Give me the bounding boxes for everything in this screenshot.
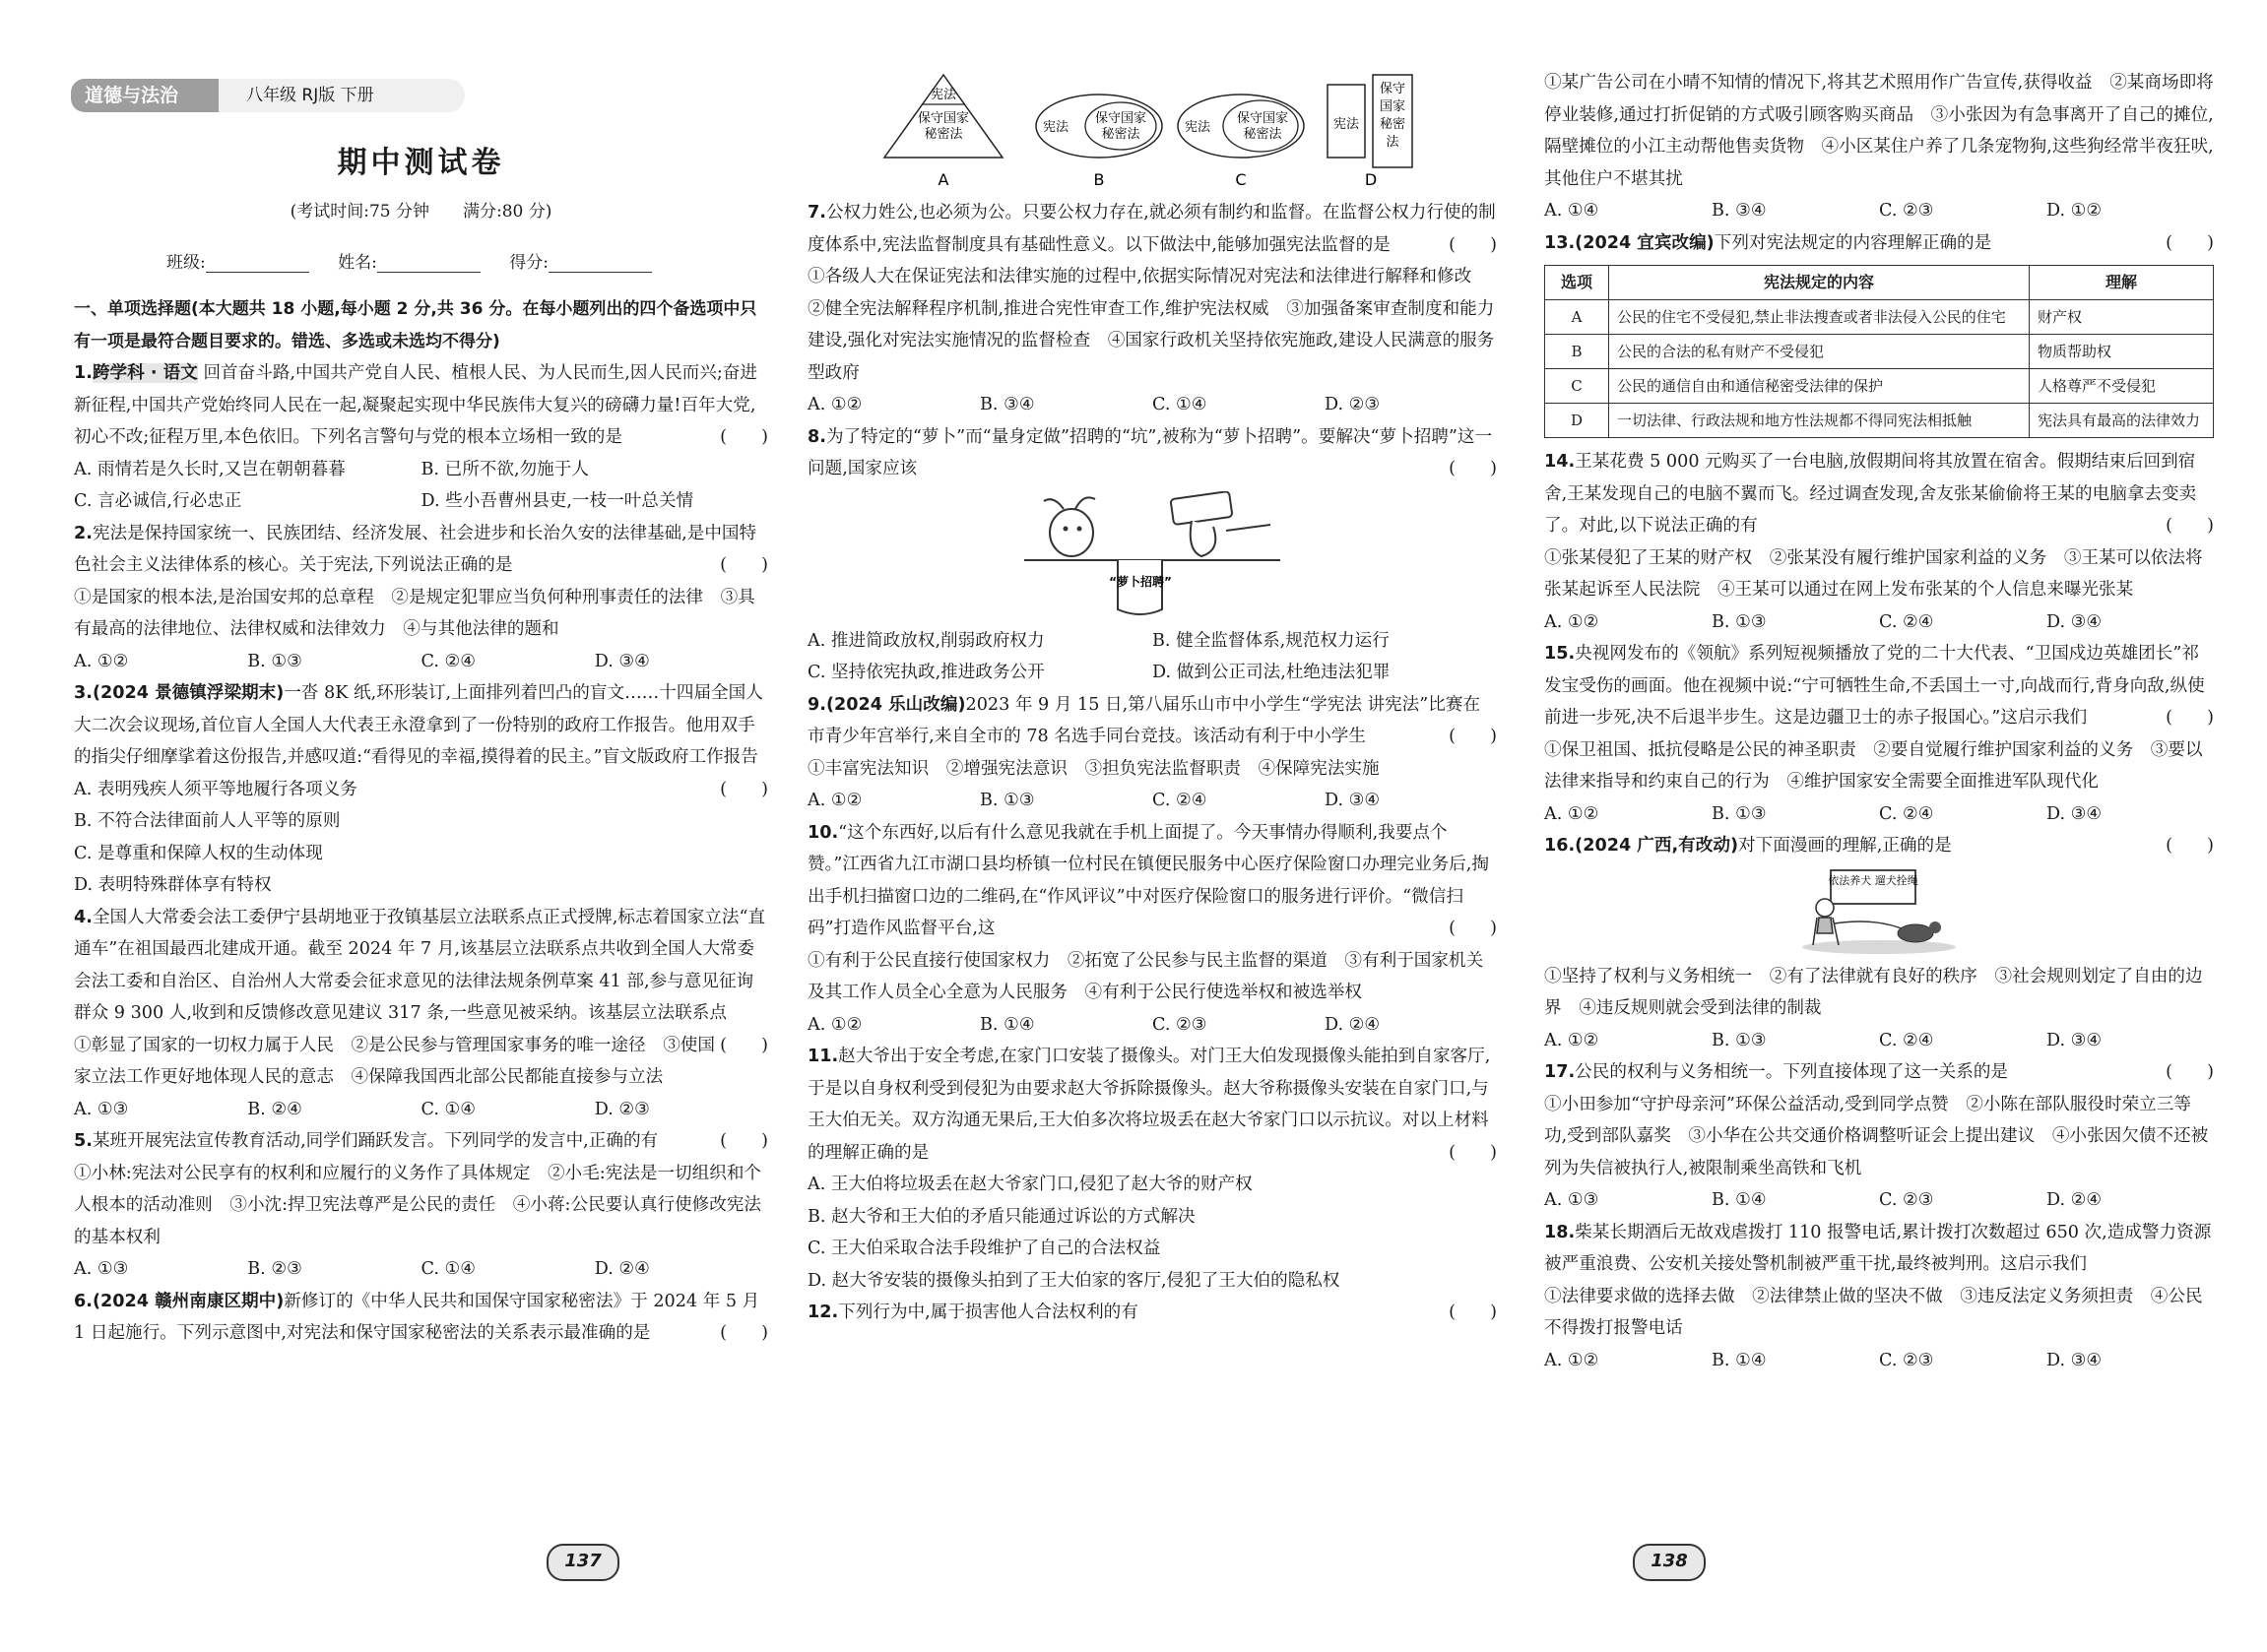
option-d[interactable]: D. ③④ bbox=[1325, 791, 1381, 810]
question-text: 全国人大常委会法工委伊宁县胡地亚于孜镇基层立法联系点正式授牌,标志着国家立法“直通车”在祖国最西北建成开通。截至 2024 年 7 月,该基层立法联系点共收到全国人大常委会法工委和自治区、自治州人大常委会征求意见的法律法规条例草案 41 部,参与意见征询群众 9 300 人,收到和反馈修改意见建议 317 条,一些意见被采纳。该基层立法联系点 bbox=[74, 907, 766, 1023]
option-a[interactable]: A. ①② bbox=[808, 791, 863, 810]
svg-text:国家: 国家 bbox=[1379, 99, 1406, 114]
option-a[interactable]: A. 表明残疾人须平等地履行各项义务 bbox=[74, 779, 357, 799]
question-number: 15. bbox=[1544, 644, 1576, 664]
subject-label: 道德与法治 bbox=[71, 79, 219, 112]
option-a[interactable]: A. ①② bbox=[74, 651, 129, 671]
column-left bbox=[74, 293, 768, 1350]
answer-blank[interactable]: ( ) bbox=[1449, 1142, 1497, 1163]
option-a[interactable]: A. ①② bbox=[808, 395, 863, 414]
diagram-a-constitution: 宪法 bbox=[930, 88, 957, 102]
svg-text:保守国家: 保守国家 bbox=[1236, 111, 1289, 126]
question-number: 17. bbox=[1544, 1062, 1576, 1082]
question-number: 18. bbox=[1544, 1222, 1576, 1242]
name-label: 姓名: bbox=[338, 253, 377, 273]
question-items: ①保卫祖国、抵抗侵略是公民的神圣职责 ②要自觉履行维护国家利益的义务 ③要以法律来指导和约束自己的行为 ④维护国家安全需要全面推进军队现代化 bbox=[1544, 739, 2203, 792]
dog-leash-cartoon bbox=[1795, 868, 1963, 955]
answer-blank[interactable]: ( ) bbox=[720, 779, 768, 799]
answer-blank[interactable]: ( ) bbox=[1449, 234, 1497, 255]
option-c[interactable]: C. ②③ bbox=[1879, 1350, 1934, 1370]
diagram-b-constitution: 宪法 bbox=[1042, 120, 1069, 135]
answer-blank[interactable]: ( ) bbox=[2166, 232, 2214, 253]
question-number: 1. bbox=[74, 363, 93, 383]
option-b[interactable]: B. ①③ bbox=[980, 791, 1035, 810]
question-12-continued bbox=[1544, 67, 2214, 227]
option-c[interactable]: C. 是尊重和保障人权的生动体现 bbox=[74, 843, 323, 863]
option-a[interactable]: A. ①③ bbox=[74, 1259, 129, 1279]
table-header: 理解 bbox=[2030, 266, 2214, 300]
option-d[interactable]: D. ③④ bbox=[2046, 1030, 2103, 1050]
question-number: 14. bbox=[1544, 452, 1576, 472]
option-b[interactable]: B. ③④ bbox=[980, 395, 1035, 414]
question-number: 3. bbox=[74, 683, 93, 703]
option-a[interactable]: A. 王大伯将垃圾丢在赵大爷家门口,侵犯了赵大爷的财产权 bbox=[808, 1175, 1253, 1194]
answer-blank[interactable]: ( ) bbox=[2166, 1062, 2214, 1082]
option-c[interactable]: C. ②④ bbox=[1879, 803, 1934, 824]
answer-blank[interactable]: ( ) bbox=[720, 1323, 768, 1343]
option-c[interactable]: C. ②③ bbox=[1152, 1014, 1207, 1035]
answer-blank[interactable]: ( ) bbox=[720, 1131, 768, 1151]
diagram-b[interactable] bbox=[1036, 95, 1162, 189]
diagram-d-label: D bbox=[1364, 170, 1378, 189]
question-6 bbox=[74, 1286, 768, 1350]
option-d[interactable]: D. ③④ bbox=[2046, 1350, 2103, 1370]
answer-blank[interactable]: ( ) bbox=[720, 555, 768, 575]
option-b[interactable]: B. 健全监督体系,规范权力运行 bbox=[1152, 630, 1390, 651]
option-d[interactable]: D. ③④ bbox=[594, 651, 650, 671]
question-tag: (2024 广西,有改动) bbox=[1575, 836, 1738, 856]
class-field[interactable] bbox=[206, 254, 309, 273]
question-text: 为了特定的“萝卜”而“量身定做”招聘的“坑”,被称为“萝卜招聘”。要解决“萝卜招聘”这一问题,国家应该 bbox=[808, 426, 1493, 478]
question-number: 7. bbox=[808, 203, 826, 222]
radish-cartoon bbox=[1024, 491, 1280, 619]
option-c[interactable]: C. ②④ bbox=[1152, 791, 1207, 810]
question-1 bbox=[74, 357, 768, 518]
table-row: D 一切法律、行政法规和地方性法规都不得同宪法相抵触 宪法具有最高的法律效力 bbox=[1545, 404, 2214, 438]
question-text: 一沓 8K 纸,环形装订,上面排列着凹凸的盲文……十四届全国人大二次会议现场,首位盲人全国人大代表王永澄拿到了一份特别的政府工作报告。他用双手的指尖仔细摩挲着这份报告,并感叹道:“看得见的幸福,摸得着的民主。”盲文版政府工作报告 bbox=[74, 683, 763, 767]
grade-label: 八年级 RJ版 下册 bbox=[219, 79, 465, 112]
option-c[interactable]: C. ①④ bbox=[421, 1099, 477, 1119]
question-2 bbox=[74, 518, 768, 678]
svg-text:秘密法: 秘密法 bbox=[1101, 127, 1140, 142]
option-b[interactable]: B. ①③ bbox=[247, 651, 302, 671]
name-field[interactable] bbox=[377, 254, 481, 273]
option-c[interactable]: C. ②④ bbox=[1879, 611, 1934, 632]
diagram-c-label: C bbox=[1235, 170, 1247, 189]
page-number-right: 138 bbox=[1633, 1544, 1706, 1581]
answer-blank[interactable]: ( ) bbox=[720, 1035, 768, 1055]
table-row: B 公民的合法的私有财产不受侵犯 物质帮助权 bbox=[1545, 335, 2214, 369]
option-b[interactable]: B. ①④ bbox=[1712, 1190, 1767, 1210]
option-b[interactable]: B. 已所不欲,勿施于人 bbox=[421, 459, 589, 479]
question-tag: (2024 乐山改编) bbox=[825, 694, 966, 715]
table-header: 选项 bbox=[1545, 266, 1609, 300]
question-text: 公权力姓公,也必须为公。只要公权力存在,就必须有制约和监督。在监督公权力行使的制度体系中,宪法监督制度具有基础性意义。以下做法中,能够加强宪法监督的是 bbox=[808, 203, 1496, 255]
page-title: 期中测试卷 bbox=[337, 146, 505, 180]
question-text: 新修订的《中华人民共和国保守国家秘密法》于 2024 年 5 月 1 日起施行。下列示意图中,对宪法和保守国家秘密法的关系表示最准确的是 bbox=[74, 1291, 760, 1343]
option-b[interactable]: B. ①③ bbox=[1712, 1030, 1767, 1050]
option-d[interactable]: D. ③④ bbox=[2046, 611, 2103, 632]
question-10 bbox=[808, 817, 1497, 1042]
question-number: 2. bbox=[74, 523, 93, 543]
svg-text:法: 法 bbox=[1386, 135, 1399, 150]
option-b[interactable]: B. 赵大爷和王大伯的矛盾只能通过诉讼的方式解决 bbox=[808, 1206, 1196, 1227]
option-c[interactable]: C. ①④ bbox=[421, 1259, 477, 1279]
option-b[interactable]: B. ①④ bbox=[1712, 1350, 1767, 1370]
q6-diagram-options bbox=[874, 71, 1465, 199]
option-b[interactable]: B. ①④ bbox=[980, 1014, 1035, 1035]
question-items: ①坚持了权利与义务相统一 ②有了法律就有良好的秩序 ③社会规则划定了自由的边界 ④违反规则就会受到法律的制裁 bbox=[1544, 966, 2203, 1018]
question-7 bbox=[808, 197, 1497, 421]
option-d[interactable]: D. ③④ bbox=[2046, 803, 2103, 824]
diagram-c-constitution: 宪法 bbox=[1184, 120, 1211, 135]
question-number: 6. bbox=[74, 1291, 93, 1311]
question-15 bbox=[1544, 638, 2214, 830]
diagram-d-constitution: 宪法 bbox=[1332, 117, 1360, 132]
class-label: 班级: bbox=[165, 253, 206, 273]
question-number: 9. bbox=[808, 694, 826, 715]
option-c[interactable]: C. ②③ bbox=[1879, 1190, 1934, 1210]
table-row: A 公民的住宅不受侵犯,禁止非法搜查或者非法侵入公民的住宅 财产权 bbox=[1545, 300, 2214, 335]
question-17 bbox=[1544, 1056, 2214, 1217]
question-16 bbox=[1544, 830, 2214, 1056]
option-c[interactable]: C. ②④ bbox=[1879, 1030, 1934, 1050]
cartoon-label: “萝卜招聘” bbox=[1109, 574, 1172, 589]
answer-blank[interactable]: ( ) bbox=[1449, 459, 1497, 478]
question-text: 王某花费 5 000 元购买了一台电脑,放假期间将其放置在宿舍。假期结束后回到宿舍,王某发现自己的电脑不翼而飞。经过调查发现,舍友张某偷偷将王某的电脑拿去变卖了。对此,以下说法正确的有 bbox=[1544, 452, 2197, 536]
question-items: ①彰显了国家的一切权力属于人民 ②是公民参与管理国家事务的唯一途径 ③使国家立法工作更好地体现人民的意志 ④保障我国西北部公民都能直接参与立法 bbox=[74, 1035, 715, 1087]
option-c[interactable]: C. 言必诚信,行必忠正 bbox=[74, 491, 242, 511]
answer-blank[interactable]: ( ) bbox=[2166, 708, 2214, 728]
option-b[interactable]: B. 不符合法律面前人人平等的原则 bbox=[74, 811, 341, 831]
cartoon-sign: 依法养犬 遛犬拴绳 bbox=[1828, 873, 1918, 887]
question-text: 央视网发布的《领航》系列短视频播放了党的二十大代表、“卫国戍边英雄团长”祁发宝受伤的画面。他在视频中说:“宁可牺牲生命,不丢国土一寸,向战而行,背身向敌,纵使前进一步死,决不后退半步生。这是边疆卫士的赤子报国心。”这启示我们 bbox=[1544, 644, 2205, 728]
question-tag: (2024 宜宾改编) bbox=[1575, 232, 1715, 253]
option-a[interactable]: A. 雨情若是久长时,又岂在朝朝暮暮 bbox=[74, 459, 346, 479]
student-fields bbox=[74, 248, 768, 273]
question-items: ①有利于公民直接行使国家权力 ②拓宽了公民参与民主监督的渠道 ③有利于国家机关及其工作人员全心全意为人民服务 ④有利于公民行使选举权和被选举权 bbox=[808, 950, 1484, 1002]
option-d[interactable]: D. ②④ bbox=[594, 1259, 650, 1279]
question-3 bbox=[74, 677, 768, 902]
question-number: 11. bbox=[808, 1047, 839, 1066]
question-number: 13. bbox=[1544, 232, 1576, 253]
option-c[interactable]: C. ①④ bbox=[1152, 395, 1207, 414]
option-d[interactable]: D. ②③ bbox=[594, 1099, 650, 1119]
question-text: 2023 年 9 月 15 日,第八届乐山市中小学生“学宪法 讲宪法”比赛在市青少年宫举行,来自全市的 78 名选手同台竞技。该活动有利于中小学生 bbox=[808, 694, 1481, 746]
question-13 bbox=[1544, 227, 2214, 439]
answer-blank[interactable]: ( ) bbox=[1449, 727, 1497, 746]
question-8 bbox=[808, 421, 1497, 689]
answer-blank[interactable]: ( ) bbox=[2166, 516, 2214, 536]
option-a[interactable]: A. ①② bbox=[1544, 1030, 1599, 1050]
page-number-left: 137 bbox=[547, 1544, 619, 1581]
option-c[interactable]: C. 王大伯采取合法手段维护了自己的合法权益 bbox=[808, 1239, 1161, 1258]
option-a[interactable]: A. ①② bbox=[1544, 803, 1599, 824]
question-tag: (2024 景德镇浮梁期末) bbox=[92, 683, 285, 703]
answer-blank[interactable]: ( ) bbox=[2166, 836, 2214, 856]
option-a[interactable]: A. ①③ bbox=[1544, 1190, 1599, 1210]
score-label: 得分: bbox=[509, 253, 549, 273]
diagram-a[interactable] bbox=[884, 75, 1003, 189]
option-d[interactable]: D. 做到公正司法,杜绝违法犯罪 bbox=[1152, 663, 1391, 682]
score-field[interactable] bbox=[549, 254, 652, 273]
question-text: 柴某长期酒后无故戏虐拨打 110 报警电话,累计拨打次数超过 650 次,造成警力资源被严重浪费、公安机关接处警机制被严重干扰,最终被判刑。这启示我们 bbox=[1544, 1222, 2212, 1274]
question-items: ①小林:宪法对公民享有的权利和应履行的义务作了具体规定 ②小毛:宪法是一切组织和个人根本的活动准则 ③小沈:捍卫宪法尊严是公民的责任 ④小蒋:公民要认真行使修改宪法的基本权利 bbox=[74, 1163, 762, 1247]
question-text: 下列行为中,属于损害他人合法权利的有 bbox=[838, 1303, 1138, 1322]
svg-text:秘密: 秘密 bbox=[1379, 117, 1406, 132]
column-right bbox=[1544, 67, 2214, 1376]
option-d[interactable]: D. ①② bbox=[2046, 201, 2103, 221]
option-b[interactable]: B. ①③ bbox=[1712, 611, 1767, 632]
question-items: ①法律要求做的选择去做 ②法律禁止做的坚决不做 ③违反法定义务须担责 ④公民不得拨打报警电话 bbox=[1544, 1286, 2203, 1338]
question-tag: (2024 赣州南康区期中) bbox=[92, 1291, 285, 1311]
option-b[interactable]: B. ②④ bbox=[247, 1099, 302, 1119]
question-items: ①某广告公司在小晴不知情的情况下,将其艺术照用作广告宣传,获得收益 ②某商场即将停业装修,通过打折促销的方式吸引顾客购买商品 ③小张因为有急事离开了自己的摊位,隔壁摊位的小江主动帮他售卖货物 ④小区某住户养了几条宠物狗,这些狗经常半夜狂吠,其他住户不堪其扰 bbox=[1544, 73, 2214, 189]
page-header bbox=[71, 75, 465, 118]
svg-text:秘密法: 秘密法 bbox=[1243, 127, 1282, 142]
question-number: 8. bbox=[808, 426, 826, 447]
option-a[interactable]: A. ①② bbox=[1544, 1350, 1599, 1370]
diagram-a-label: A bbox=[938, 170, 949, 189]
question-4 bbox=[74, 902, 768, 1126]
question-text: “这个东西好,以后有什么意见我就在手机上面提了。今天事情办得顺利,我要点个赞。”江西省九江市湖口县均桥镇一位村民在镇便民服务中心医疗保险窗口办理完业务后,掏出手机扫描窗口边的二维码,在“作风评议”中对医疗保险窗口的服务进行评价。“微信扫码”打造作风监督平台,这 bbox=[808, 822, 1489, 938]
question-items: ①各级人大在保证宪法和法律实施的过程中,依据实际情况对宪法和法律进行解释和修改 ②健全宪法解释程序机制,推进合宪性审查工作,维护宪法权威 ③加强备案审查制度和能力建设,强化对宪法实施情况的监督检查 ④国家行政机关坚持依宪施政,建设人民满意的服务型政府 bbox=[808, 267, 1495, 383]
question-number: 16. bbox=[1544, 836, 1576, 856]
option-d[interactable]: D. 表明特殊群体享有特权 bbox=[74, 875, 272, 895]
question-text: 公民的权利与义务相统一。下列直接体现了这一关系的是 bbox=[1575, 1062, 2009, 1082]
option-a[interactable]: A. ①② bbox=[808, 1014, 863, 1035]
option-d[interactable]: D. 些小吾曹州县吏,一枝一叶总关情 bbox=[421, 491, 694, 511]
question-number: 5. bbox=[74, 1131, 93, 1151]
option-c[interactable]: C. ②④ bbox=[421, 651, 477, 671]
question-12 bbox=[808, 1297, 1497, 1329]
option-d[interactable]: D. 赵大爷安装的摄像头拍到了王大伯家的客厅,侵犯了王大伯的隐私权 bbox=[808, 1270, 1340, 1291]
question-text: 下列对宪法规定的内容理解正确的是 bbox=[1714, 232, 1992, 253]
question-text: 某班开展宪法宣传教育活动,同学们踊跃发言。下列同学的发言中,正确的有 bbox=[92, 1131, 659, 1151]
question-text: 宪法是保持国家统一、民族团结、经济发展、社会进步和长治久安的法律基础,是中国特色社会主义法律体系的核心。关于宪法,下列说法正确的是 bbox=[74, 523, 757, 575]
svg-text:保守: 保守 bbox=[1379, 82, 1406, 96]
option-a[interactable]: A. ①② bbox=[1544, 611, 1599, 632]
question-tag: 跨学科 · 语文 bbox=[92, 363, 198, 383]
question-items: ①张某侵犯了王某的财产权 ②张某没有履行维护国家利益的义务 ③王某可以依法将张某起诉至人民法院 ④王某可以通过在网上发布张某的个人信息来曝光张某 bbox=[1544, 547, 2203, 600]
option-a[interactable]: A. ①④ bbox=[1544, 201, 1599, 221]
option-a[interactable]: A. ①③ bbox=[74, 1099, 129, 1119]
exam-meta: (考试时间:75 分钟 满分:80 分) bbox=[290, 202, 552, 222]
diagram-d[interactable] bbox=[1328, 75, 1412, 189]
question-items: ①是国家的根本法,是治国安邦的总章程 ②是规定犯罪应当负何种刑事责任的法律 ③具有最高的法律地位、法律权威和法律效力 ④与其他法律的题和 bbox=[74, 587, 755, 639]
diagram-c[interactable] bbox=[1178, 95, 1304, 189]
answer-blank[interactable]: ( ) bbox=[720, 427, 768, 447]
option-c[interactable]: C. ②③ bbox=[1879, 201, 1934, 221]
question-text: 回首奋斗路,中国共产党自人民、植根人民、为人民而生,因人民而兴;奋进新征程,中国共产党始终同人民在一起,凝聚起实现中华民族伟大复兴的磅礴力量!百年大党,初心不改;征程万里,本色依旧。下列名言警句与党的根本立场相一致的是 bbox=[74, 363, 757, 447]
question-number: 10. bbox=[808, 822, 839, 843]
answer-blank[interactable]: ( ) bbox=[1449, 919, 1497, 938]
svg-text:保守国家: 保守国家 bbox=[917, 111, 970, 126]
question-18 bbox=[1544, 1217, 2214, 1377]
option-d[interactable]: D. ②④ bbox=[1325, 1014, 1381, 1035]
section-heading: 一、单项选择题(本大题共 18 小题,每小题 2 分,共 36 分。在每小题列出的四个备选项中只有一项是最符合题目要求的。错选、多选或未选均不得分) bbox=[74, 299, 757, 351]
table-row: C 公民的通信自由和通信秘密受法律的保护 人格尊严不受侵犯 bbox=[1545, 369, 2214, 404]
svg-text:秘密法: 秘密法 bbox=[924, 127, 963, 142]
question-items: ①小田参加“守护母亲河”环保公益活动,受到同学点赞 ②小陈在部队服役时荣立三等功,受到部队嘉奖 ③小华在公共交通价格调整听证会上提出建议 ④小张因欠债不还被列为失信被执行人,被限制乘坐高铁和飞机 bbox=[1544, 1094, 2209, 1178]
answer-blank[interactable]: ( ) bbox=[1449, 1303, 1497, 1322]
option-b[interactable]: B. ③④ bbox=[1712, 201, 1767, 221]
question-number: 4. bbox=[74, 907, 93, 927]
option-c[interactable]: C. 坚持依宪执政,推进政务公开 bbox=[808, 663, 1045, 682]
question-text: 对下面漫画的理解,正确的是 bbox=[1738, 836, 1952, 856]
table-header: 宪法规定的内容 bbox=[1609, 266, 2030, 300]
question-9 bbox=[808, 689, 1497, 817]
diagram-b-label: B bbox=[1093, 170, 1105, 189]
option-b[interactable]: B. ②③ bbox=[247, 1259, 302, 1279]
option-d[interactable]: D. ②③ bbox=[1325, 395, 1381, 414]
option-a[interactable]: A. 推进简政放权,削弱政府权力 bbox=[808, 630, 1045, 651]
option-b[interactable]: B. ①③ bbox=[1712, 803, 1767, 824]
question-5 bbox=[74, 1125, 768, 1286]
question-text: 赵大爷出于安全考虑,在家门口安装了摄像头。对门王大伯发现摄像头能拍到自家客厅,于是以自身权利受到侵犯为由要求赵大爷拆除摄像头。赵大爷称摄像头安装在自家门口,与王大伯无关。双方沟通无果后,王大伯多次将垃圾丢在赵大爷家门口以示抗议。对以上材料的理解正确的是 bbox=[808, 1047, 1491, 1163]
question-number: 12. bbox=[808, 1303, 839, 1322]
question-11 bbox=[808, 1041, 1497, 1297]
column-middle bbox=[808, 197, 1497, 1329]
question-items: ①丰富宪法知识 ②增强宪法意识 ③担负宪法监督职责 ④保障宪法实施 bbox=[808, 758, 1380, 779]
constitution-table bbox=[1544, 265, 2214, 438]
svg-text:保守国家: 保守国家 bbox=[1094, 111, 1147, 126]
option-d[interactable]: D. ②④ bbox=[2046, 1190, 2103, 1210]
question-14 bbox=[1544, 446, 2214, 638]
